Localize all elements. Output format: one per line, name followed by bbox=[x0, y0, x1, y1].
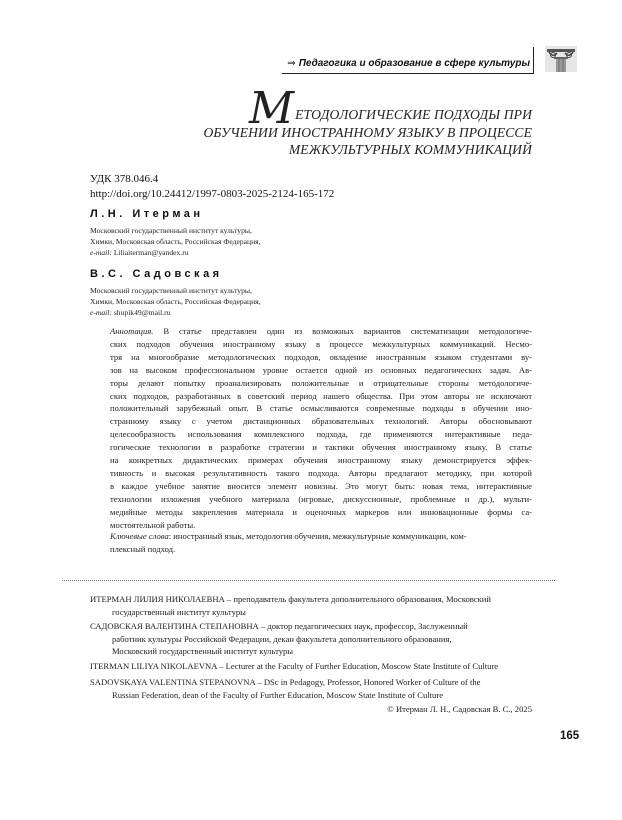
author-2-affiliation: Московский государственный институт культуры, Химки, Московская область, Российская Федерация, e-mail: shupik49@mail.ru bbox=[90, 286, 261, 317]
bio-sadovskaya-en: SADOVSKAYA VALENTINA STEPANOVNA – DSc in Pedagogy, Professor, Honored Worker of Culture of the Russian Federation, dean of the Faculty of Further Education, Moscow State Institute of Culture bbox=[90, 677, 481, 700]
bio-iterman-ru: ИТЕРМАН ЛИЛИЯ НИКОЛАЕВНА – преподаватель факультета дополнительного образования, Московский государственный институт культуры bbox=[90, 594, 491, 617]
author-2-email[interactable]: shupik49@mail.ru bbox=[113, 308, 171, 317]
author-1-name: Л.Н. Итерман bbox=[90, 208, 204, 220]
bio-iterman-en: ITERMAN LILIYA NIKOLAEVNA – Lecturer at the Faculty of Further Education, Moscow State Institute of Culture bbox=[90, 661, 499, 671]
title-dropcap: М bbox=[248, 83, 295, 134]
abstract-label: Аннотация. bbox=[110, 326, 154, 336]
keywords: Ключевые слова: иностранный язык, методология обучения, межкультурные коммуникации, ком- плексный подход. bbox=[110, 531, 467, 554]
header-rule bbox=[282, 73, 534, 74]
abstract: Аннотация. В статье представлен один из возможных вариантов систематизации методологиче- ских подходов обучения иностранному языку в процессе межкультурных коммуникаций. Несмо- тря на многообразие методологических подходов, овладение иностранным языком студентами ву- зов на высоком профессиональном уровне остается одной из основных педагогических задач. Ав- торы делают попытку проанализировать положительные и отрицательные стороны методологиче- ских подходов, разработанных в советский период нашего общества. При этом авторы не исключают положительный зарубежный опыт. В статье осмысливаются современные подходы в обучении ино- странному языку с учетом дистанционных образовательных технологий. Авторы обосновывают целесообразность использования комплексного подхода, где применяются интерактивные педа- гогические технологии в разработке стратегии и тактики обучения иностранному языку. В статье на конкретных дидактических примерах обучения иностранному языку демонстрируется эффек- тивность и высокая результативность такого подхода. Авторы предлагают методику, при которой в каждое учебное занятие вносится элемент новизны. Это могут быть: новая тема, интерактивные технологии изложения учебного материала (игровые, дискуссионные, проблемные и др.), мульти- медийные методы закрепления материала и оценочных маркеров или инновационные формы са- мостоятельной работы. bbox=[110, 326, 532, 530]
running-head bbox=[240, 58, 530, 69]
section-title: Педагогика и образование в сфере культуры bbox=[298, 58, 530, 69]
page-number: 165 bbox=[560, 730, 580, 742]
doi-link[interactable]: http://doi.org/10.24412/1997-0803-2025-2124-165-172 bbox=[90, 188, 335, 200]
author-1-affiliation: Московский государственный институт культуры, Химки, Московская область, Российская Федерация, e-mail: Liliaiterman@yandex.ru bbox=[90, 226, 261, 257]
header-vertical-rule bbox=[533, 47, 534, 74]
udk: УДК 378.046.4 bbox=[90, 173, 159, 185]
dotted-divider bbox=[62, 580, 555, 581]
column-capital-logo-icon bbox=[545, 46, 577, 72]
title-line-1: МЕТОДОЛОГИЧЕСКИЕ ПОДХОДЫ ПРИ bbox=[248, 83, 532, 134]
keywords-label: Ключевые слова bbox=[110, 531, 169, 541]
author-1-email[interactable]: Liliaiterman@yandex.ru bbox=[113, 248, 189, 257]
author-2-name: В.С. Садовская bbox=[90, 268, 223, 280]
article-title bbox=[170, 83, 532, 158]
title-line-3: МЕЖКУЛЬТУРНЫХ КОММУНИКАЦИЙ bbox=[288, 142, 532, 157]
copyright: © Итерман Л. Н., Садовская В. С., 2025 bbox=[387, 704, 532, 714]
bio-sadovskaya-ru: САДОВСКАЯ ВАЛЕНТИНА СТЕПАНОВНА – доктор педагогических наук, профессор, Заслуженный работник культуры Российской Федерации, декан факультета дополнительного образования, Московский государственный институт культуры bbox=[90, 621, 468, 656]
title-line-2: ОБУЧЕНИИ ИНОСТРАННОМУ ЯЗЫКУ В ПРОЦЕССЕ bbox=[203, 125, 532, 140]
arrow-right-icon: ⇒ bbox=[287, 58, 296, 69]
